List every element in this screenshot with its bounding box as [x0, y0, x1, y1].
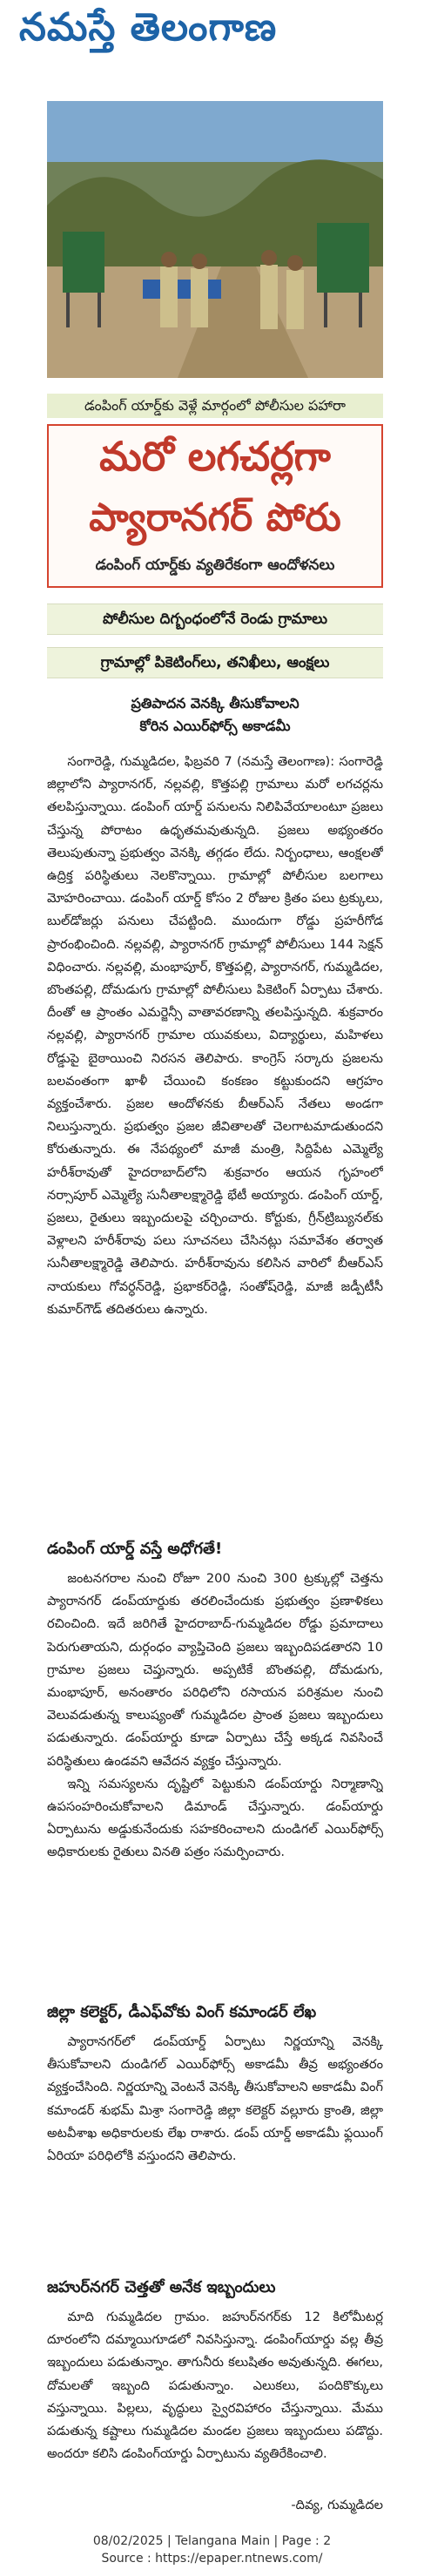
photo-police-2	[191, 268, 208, 327]
photo-signboard-left	[63, 232, 104, 293]
section-1-body	[47, 1568, 383, 1986]
photo-police-1	[160, 266, 178, 327]
footer-source[interactable]: Source : https://epaper.ntnews.com/	[101, 2552, 323, 2566]
kicker-4	[47, 692, 383, 738]
kicker-1: డంపింగ్ యార్డ్‌కు వ్యతిరేకంగా ఆందోళనలు	[95, 556, 335, 574]
masthead-title: నమస్తే తెలంగాణ	[19, 5, 278, 50]
police-checkpoint-photo	[47, 101, 383, 378]
footer-date-edition: 08/02/2025 | Telangana Main | Page : 2	[92, 2534, 332, 2548]
kicker-2: పోలీసుల దిగ్బంధంలోనే రెండు గ్రామాలు	[47, 604, 383, 635]
article-paragraph: సంగారెడ్డి, గుమ్మడిదల, ఫిబ్రవరి 7 (నమస్తే తెలంగాణ): సంగారెడ్డి జిల్లాలోని ప్యారానగర్, నల్లవల్లి, కొత్తపల్లి గ్రామాలు మరో లగచర్లను తలపిస్తున్నాయి. డంపింగ్ యార్డ్ పనులను నిలిపివేయాలంటూ ప్రజలు చేస్తున్న పోరాటం ఉధృతమవుతున్నది. ప్రజలు అభ్యంతరం తెలుపుతున్నా ప్రభుత్వం వెనక్కి తగ్గడం లేదు. నిర్బంధాలు, ఆంక్షలతో ఉద్రిక్త పరిస్థితులు నెలకొన్నాయి. గ్రామాల్లో పోలీసుల బలగాలు మోహరించాయి. డంపింగ్ యార్డ్ కోసం 2 రోజుల క్రితం పలు ట్రక్కులు, బుల్‌డోజర్లు పనులు చేపట్టింది. ముందుగా రోడ్డు ప్రహరీగోడ ప్రారంభించింది. నల్లవల్లి, ప్యారానగర్ గ్రామాల్లో పోలీసులు 144 సెక్షన్ విధించారు. నల్లవల్లి, మంభాపూర్, కొత్తపల్లి, ప్యారానగర్, గుమ్మడిదల, బొంతపల్లి, దోమడుగు గ్రామాల్లో పోలీసులు పికెటింగ్ ఏర్పాటు చేశారు. దీంతో ఆ ప్రాంతం ఎమర్జెన్సీ వాతావరణాన్ని తలపిస్తున్నది. శుక్రవారం నల్లవల్లి, ప్యారానగర్ గ్రామాల యువకులు, విద్యార్థులు, మహిళలు రోడ్డుపై బైఠాయించి నిరసన తెలిపారు. కాంగ్రెస్ సర్కారు ప్రజలను బలవంతంగా ఖాళీ చేయించి కంకణం కట్టుకుందని ఆగ్రహం వ్యక్తంచేశారు. ప్రజల ఆందోళనకు బీఆర్‌ఎస్ నేతలు అండగా నిలుస్తున్నారు. ప్రభుత్వం ప్రజల జీవితాలతో చెలగాటమాడుతుందని కోరుతున్నారు. ఈ నేపథ్యంలో మాజీ మంత్రి, సిద్దిపేట ఎమ్మెల్యే హరీశ్‌రావుతో హైదరాబాద్‌లోని శుక్రవారం ఆయన గృహంలో నర్సాపూర్ ఎమ్మెల్యే సునీతాలక్ష్మారెడ్డి భేటీ అయ్యారు. డంపింగ్ యార్డ్, ప్రజలు, రైతులు ఇబ్బందులపై చర్చించారు. కోర్టుకు, గ్రీన్‌ట్రిబ్యునల్‌కు వెళ్లాలని హరీశ్‌రావు పలు సూచనలు చేసినట్లు సమావేశం తర్వాత సునీతాలక్ష్మారెడ్డి తెలిపారు. హరీశ్‌రావును కలిసిన వారిలో బీఆర్‌ఎస్ నాయకులు గోవర్ధన్‌రెడ్డి, ప్రభాకర్‌రెడ్డి, సంతోష్‌రెడ్డి, మాజీ జడ్పీటీసీ కుమార్‌గౌడ్ తదితరులు ఉన్నారు.	[47, 754, 383, 1317]
byline: -దివ్య, గుమ్మడిదల	[291, 2498, 383, 2512]
section-3-paragraph: మాది గుమ్మడిదల గ్రామం. జహుర్‌నగర్‌కు 12 కిలోమీటర్ల దూరంలోని దమ్మాయిగూడలో నివసిస్తున్నా. డంపింగ్‌యార్డు వల్ల తీవ్ర ఇబ్బందులు పడుతున్నాం. తాగునీరు కలుషితం అవుతున్నది. ఈగలు, దోమలతో ఇబ్బంది పడుతున్నాం. ఎలుకలు, పందికొక్కులు వస్తున్నాయి. పిల్లలు, వృద్ధులు స్వైరవిహారం చేస్తున్నాయి. మేము పడుతున్న కష్టాలు గుమ్మడిదల మండల ప్రజలు ఇబ్బందులు పడొద్దు. అందరూ కలిసి డంపింగ్‌యార్డు ఏర్పాటును వ్యతిరేకించాలి.	[47, 2310, 383, 2462]
section-3-body	[47, 2306, 383, 2496]
subhead-jawaharnagar: జహుర్‌నగర్ చెత్తతో అనేక ఇబ్బందులు	[47, 2278, 276, 2296]
photo-police-3	[260, 265, 278, 329]
headline-line-1: మరో లగచర్లగా	[99, 433, 331, 480]
headline-box	[47, 424, 383, 588]
photo-caption: డంపింగ్ యార్డ్‌కు వెళ్లే మార్గంలో పోలీసుల పహారా	[47, 394, 383, 418]
news-photo	[47, 101, 383, 378]
photo-signboard-right	[317, 223, 369, 293]
section-1-paragraph-1: జంటనగరాల నుంచి రోజూ 200 నుంచి 300 ట్రక్కుల్లో చెత్తను ప్యారానగర్ డంప్‌యార్డుకు తరలించేందుకు ప్రభుత్వం ప్రణాళికలు రచించింది. ఇదే జరిగితే హైదరాబాద్-గుమ్మడిదల రోడ్డు ప్రమాదాలు పెరుగుతాయని, దుర్గంధం వ్యాప్తిచెంది ప్రజలు ఇబ్బందిపడతారని 10 గ్రామాల ప్రజలు చెప్తున్నారు. అప్పటికే బొంతపల్లి, దోమడుగు, మంభాపూర్, అనంతారం పరిధిలోని రసాయన పరిశ్రమల నుంచి వెలువడుతున్న కాలుష్యంతో గుమ్మడిదల ప్రాంత ప్రజలు ఇబ్బందులు పడుతున్నారు. డంప్‌యార్డు కూడా ఏర్పాటు చేస్తే అక్కడ నివసించే పరిస్థితులు ఉండవని ఆవేదన వ్యక్తం చేస్తున్నారు.	[47, 1571, 383, 1769]
headline-line-2: ప్యారానగర్ పోరు	[89, 496, 341, 540]
kicker-3: గ్రామాల్లో పికెటింగ్‌లు, తనిఖీలు, ఆంక్షలు	[47, 647, 383, 678]
masthead	[0, 0, 424, 54]
subhead-dumping-yard: డంపింగ్ యార్డ్ వస్తే అధోగతే!	[47, 1540, 223, 1558]
subhead-wing-commander: జిల్లా కలెక్టర్, డీఎఫ్‌వోకు వింగ్ కమాండర్ లేఖ	[47, 2003, 317, 2021]
section-2-paragraph: ప్యారానగర్‌లో డంప్‌యార్డ్ ఏర్పాటు నిర్ణయాన్ని వెనక్కి తీసుకోవాలని దుండిగల్ ఎయిర్‌ఫోర్స్ అకాడమీ తీవ్ర అభ్యంతరం వ్యక్తంచేసింది. నిర్ణయాన్ని వెంటనే వెనక్కి తీసుకోవాలని అకాడమీ వింగ్ కమాండర్ శుభమ్ మిశ్రా సంగారెడ్డి జిల్లా కలెక్టర్ వల్లూరు క్రాంతి, జిల్లా అటవీశాఖ అధికారులకు లేఖ రాశారు. డంప్ యార్డ్ అకాడమీ ఫ్లయింగ్ ఏరియా పరిధిలోకి వస్తుందని తెలిపారు.	[47, 2034, 383, 2164]
section-2-body	[47, 2031, 383, 2268]
photo-police-4	[286, 270, 304, 329]
section-1-paragraph-2: ఇన్ని సమస్యలను దృష్టిలో పెట్టుకుని డంప్‌యార్డు నిర్మాణాన్ని ఉపసంహరించుకోవాలని డిమాండ్ చేస్తున్నారు. డంప్‌యార్డు ఏర్పాటును అడ్డుకునేందుకు సహకరించాలని దుండిగల్ ఎయిర్‌ఫోర్స్ అధికారులకు రైతులు వినతి పత్రం సమర్పించారు.	[47, 1776, 383, 1860]
article-body	[47, 751, 383, 1534]
kicker-4-line-1: ప్రతిపాదన వెనక్కి తీసుకోవాలని	[131, 695, 299, 711]
photo-vehicle	[143, 280, 221, 299]
kicker-4-line-2: కోరిన ఎయిర్‌ఫోర్స్ అకాడమీ	[139, 718, 291, 734]
